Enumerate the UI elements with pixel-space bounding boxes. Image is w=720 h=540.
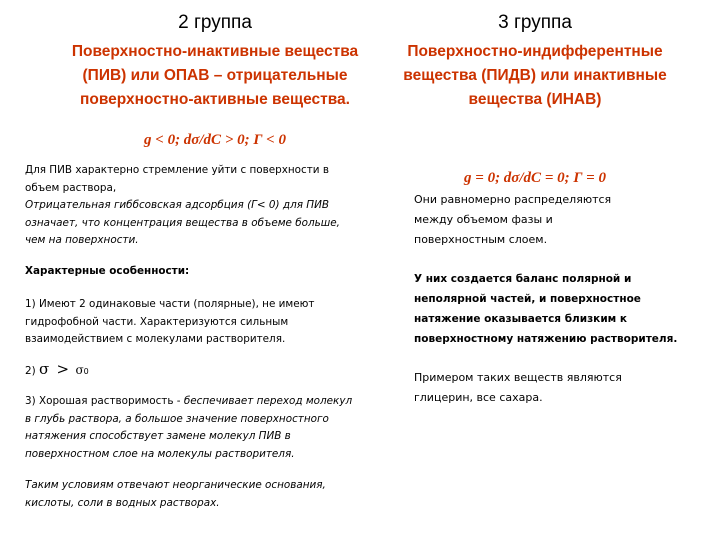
right-title-line: Поверхностно-индифферентные bbox=[407, 43, 663, 60]
item3-italic-line: поверхностном слое на молекулы растворителя. bbox=[25, 447, 295, 460]
right-para1-line: между объемом фазы и bbox=[414, 213, 553, 226]
conclusion-line: Таким условиям отвечают неорганические основания, bbox=[25, 479, 326, 491]
right-para1-line: поверхностным слоем. bbox=[414, 233, 548, 246]
conclusion bbox=[25, 477, 326, 512]
intro-italic-line: означает, что концентрация вещества в объеме больше, bbox=[25, 216, 340, 229]
right-formula: g = 0; dσ/dC = 0; Г = 0 bbox=[464, 170, 606, 186]
right-para3-line: Примером таких веществ являются bbox=[414, 371, 622, 384]
intro-line: объем раствора, bbox=[25, 181, 117, 194]
right-title-line: вещества (ПИДВ) или инактивные bbox=[403, 67, 667, 84]
right-para1 bbox=[414, 190, 611, 250]
right-para2-line: У них создается баланс полярной и bbox=[414, 273, 632, 285]
left-body bbox=[25, 162, 395, 250]
item2 bbox=[25, 361, 89, 381]
right-para2 bbox=[414, 269, 677, 349]
right-group-title: 3 группа bbox=[498, 12, 572, 33]
left-title-line: поверхностно-активные вещества. bbox=[80, 91, 350, 108]
right-para3 bbox=[414, 368, 622, 408]
item1 bbox=[25, 296, 314, 349]
right-red-title bbox=[380, 40, 690, 112]
item1-line: 1) Имеют 2 одинаковые части (полярные), не имеют bbox=[25, 298, 315, 310]
item2-prefix: 2) bbox=[25, 365, 36, 377]
right-para2-line: поверхностному натяжению растворителя. bbox=[414, 333, 678, 345]
left-title-line: (ПИВ) или ОПАВ – отрицательные bbox=[82, 67, 348, 84]
left-group-title: 2 группа bbox=[178, 12, 252, 33]
item3-prefix: 3) Хорошая растворимость - bbox=[25, 395, 184, 407]
conclusion-line: кислоты, соли в водных растворах. bbox=[25, 496, 220, 509]
sigma0-subscript: 0 bbox=[83, 367, 89, 376]
right-para3-line: глицерин, все сахара. bbox=[414, 391, 543, 404]
left-formula: g < 0; dσ/dC > 0; Г < 0 bbox=[144, 132, 286, 148]
left-title-line: Поверхностно-инактивные вещества bbox=[71, 43, 359, 60]
left-red-title bbox=[20, 40, 410, 112]
greater-than-symbol: > bbox=[56, 360, 70, 378]
sigma0-symbol: σ bbox=[75, 363, 84, 377]
intro-italic-line: чем на поверхности. bbox=[25, 234, 139, 246]
intro-italic-line: Отрицательная гиббсовская адсорбция (Г< 0) для ПИВ bbox=[25, 199, 329, 211]
right-para2-line: неполярной частей, и поверхностное bbox=[414, 293, 641, 305]
right-title-line: вещества (ИНАВ) bbox=[468, 91, 602, 108]
features-heading: Характерные особенности: bbox=[25, 265, 190, 277]
item3-italic-line: в глубь раствора, а большое значение поверхностного bbox=[25, 412, 329, 425]
sigma-symbol: σ bbox=[38, 360, 50, 378]
item1-line: взаимодействием с молекулами растворителя. bbox=[25, 333, 286, 345]
item1-line: гидрофобной части. Характеризуются сильным bbox=[25, 315, 289, 328]
item3-italic-start: беспечивает переход молекул bbox=[183, 395, 353, 407]
right-para2-line: натяжение оказывается близким к bbox=[414, 313, 628, 325]
item3-line bbox=[25, 393, 352, 411]
item3 bbox=[25, 393, 352, 463]
intro-line: Для ПИВ характерно стремление уйти с поверхности в bbox=[25, 164, 329, 176]
item3-italic-line: натяжения способствует замене молекул ПИВ в bbox=[25, 430, 291, 442]
right-para1-line: Они равномерно распределяются bbox=[414, 193, 612, 206]
